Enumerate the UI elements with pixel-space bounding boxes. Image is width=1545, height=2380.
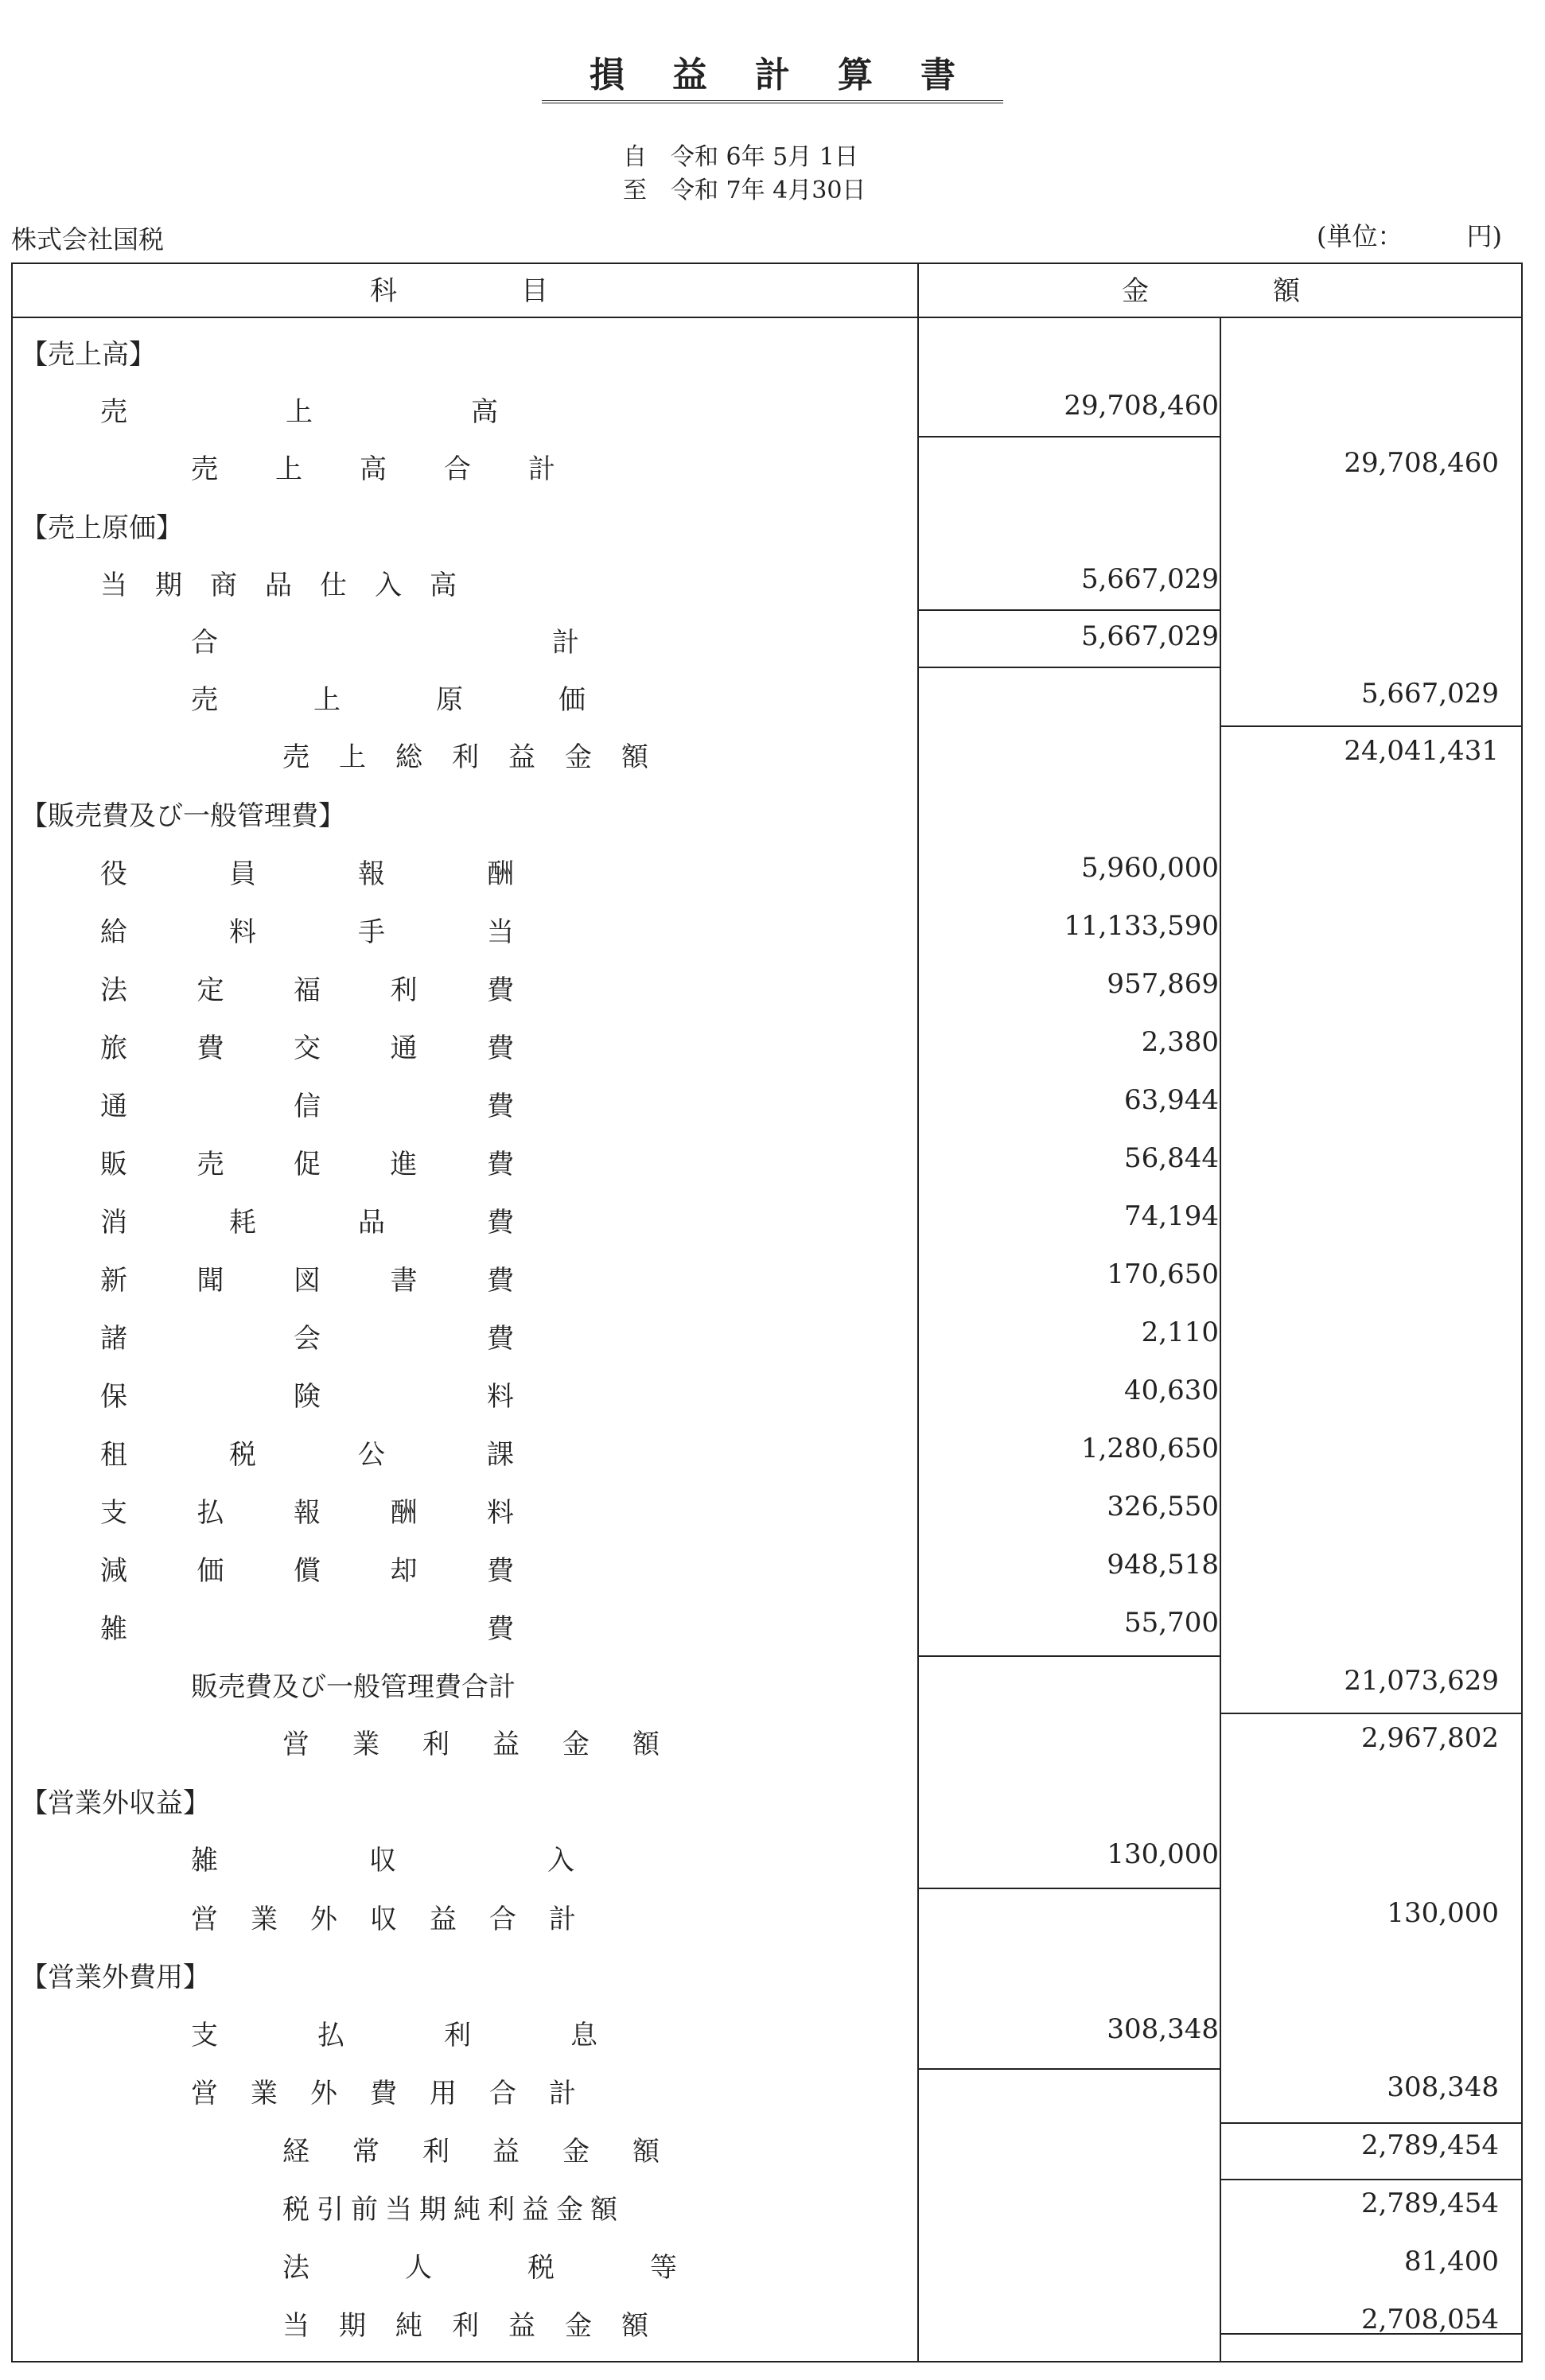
amount-sales-total: 29,708,460 [1344, 447, 1499, 479]
label-interest: 支払利息 [191, 2020, 697, 2051]
rule [917, 609, 1221, 611]
col-divider-subject [917, 262, 919, 2362]
sga-item-amount: 40,630 [1124, 1375, 1219, 1406]
label-taxes: 法人税等 [282, 2252, 772, 2284]
section-sales: 【売上高】 [21, 339, 156, 371]
sga-item-amount: 63,944 [1124, 1084, 1219, 1116]
amount-operating-profit: 2,967,802 [1360, 1722, 1499, 1754]
sga-item-label: 販 売 促 進 費 [100, 1149, 514, 1180]
label-gross-profit: 売上総利益金額 [282, 741, 678, 773]
sga-item-label: 減 価 償 却 費 [100, 1555, 514, 1587]
label-misc-income: 雑収入 [191, 1845, 726, 1876]
rule [917, 667, 1221, 668]
label-sga-total: 販売費及び一般管理費合計 [191, 1671, 516, 1703]
page-title: 損益計算書 [0, 46, 1545, 103]
amount-nonop-expense-total: 308,348 [1387, 2071, 1499, 2103]
label-net-profit: 当期純利益金額 [282, 2310, 678, 2342]
sga-item-amount: 11,133,590 [1064, 910, 1219, 942]
amount-cogs-subtotal: 5,667,029 [1080, 620, 1219, 652]
sga-item-amount: 2,380 [1141, 1026, 1219, 1058]
label-operating-profit: 営業利益金額 [282, 1729, 702, 1760]
label-cogs-subtotal: 合計 [191, 627, 913, 659]
label-pretax-profit: 税引前当期純利益金額 [282, 2194, 625, 2226]
sga-item-label: 役 員 報 酬 [100, 858, 514, 890]
sga-item-label: 保 険 料 [100, 1381, 514, 1413]
company-name: 株式会社国税 [11, 224, 165, 255]
amount-nonop-income-total: 130,000 [1387, 1897, 1499, 1929]
amount-net-profit: 2,708,054 [1360, 2304, 1499, 2335]
period-to: 至 令和 7年 4月30日 [623, 177, 866, 204]
unit-label: (単位： 円) [1317, 221, 1502, 251]
sga-item-amount: 74,194 [1124, 1200, 1219, 1232]
sga-item-label: 新 聞 図 書 費 [100, 1265, 514, 1297]
rule [917, 2068, 1221, 2070]
label-nonop-income-total: 営業外収益合計 [191, 1904, 609, 1935]
sga-item-label: 雑 費 [100, 1613, 514, 1645]
sga-item-label: 給 料 手 当 [100, 916, 514, 948]
amount-ordinary-profit: 2,789,454 [1360, 2129, 1499, 2161]
amount-sga-total: 21,073,629 [1344, 1665, 1499, 1697]
rule [1220, 1713, 1523, 1714]
sga-item-amount: 2,110 [1141, 1316, 1219, 1348]
sga-item-amount: 326,550 [1107, 1491, 1219, 1522]
rule [1220, 725, 1523, 727]
sga-item-amount: 170,650 [1107, 1258, 1219, 1290]
header-rule [11, 317, 1523, 318]
col-divider-amount [1220, 318, 1221, 2362]
amount-gross-profit: 24,041,431 [1344, 735, 1499, 767]
period-from: 自 令和 6年 5月 1日 [623, 143, 858, 171]
sga-item-amount: 56,844 [1124, 1142, 1219, 1174]
sga-item-amount: 1,280,650 [1080, 1433, 1219, 1464]
header-subject: 科 目 [370, 275, 551, 307]
sga-item-label: 法 定 福 利 費 [100, 974, 514, 1006]
amount-purchases: 5,667,029 [1080, 563, 1219, 595]
sga-item-label: 通 信 費 [100, 1091, 514, 1122]
rule [917, 1888, 1221, 1889]
label-sales-total: 売上高合計 [191, 453, 613, 485]
header-amount: 金 額 [1122, 275, 1303, 307]
label-cogs: 売上原価 [191, 684, 681, 716]
section-sga: 【販売費及び一般管理費】 [21, 800, 345, 832]
sga-item-label: 消 耗 品 費 [100, 1207, 514, 1239]
sga-item-label: 支 払 報 酬 料 [100, 1497, 514, 1529]
label-ordinary-profit: 経常利益金額 [282, 2136, 702, 2168]
label-purchases: 当期商品仕入高 [100, 570, 485, 601]
section-nonop-income: 【営業外収益】 [21, 1787, 210, 1819]
label-nonop-expense-total: 営業外費用合計 [191, 2078, 609, 2110]
sga-item-label: 旅 費 交 通 費 [100, 1032, 514, 1064]
sga-item-amount: 55,700 [1124, 1607, 1219, 1639]
sga-item-amount: 957,869 [1107, 968, 1219, 1000]
amount-pretax-profit: 2,789,454 [1360, 2188, 1499, 2219]
amount-misc-income: 130,000 [1107, 1838, 1219, 1870]
rule [1220, 2122, 1523, 2124]
rule [917, 1655, 1221, 1657]
section-nonop-expense: 【営業外費用】 [21, 1962, 210, 1993]
rule [1220, 2179, 1523, 2180]
sga-item-amount: 948,518 [1107, 1549, 1219, 1581]
amount-interest: 308,348 [1107, 2013, 1219, 2045]
amount-cogs: 5,667,029 [1360, 678, 1499, 710]
sga-item-label: 租 税 公 課 [100, 1439, 514, 1471]
sga-item-amount: 5,960,000 [1080, 852, 1219, 884]
amount-taxes: 81,400 [1404, 2246, 1499, 2277]
amount-sales: 29,708,460 [1064, 390, 1219, 422]
label-sales: 売 上 高 [100, 396, 498, 428]
section-cogs: 【売上原価】 [21, 512, 183, 544]
rule [917, 436, 1221, 438]
sga-item-label: 諸 会 費 [100, 1323, 514, 1355]
